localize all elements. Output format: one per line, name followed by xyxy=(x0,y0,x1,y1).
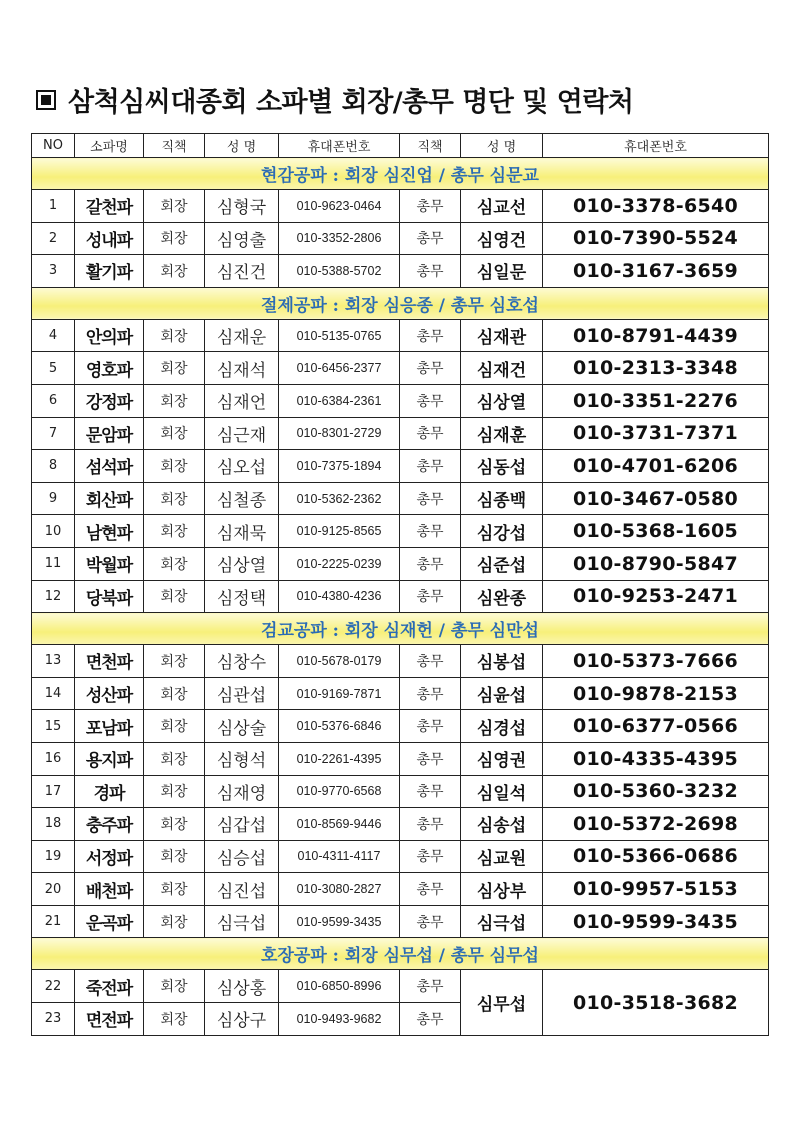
branch-name: 영호파 xyxy=(75,352,144,385)
row-number: 1 xyxy=(32,190,75,223)
secretary-name: 심재훈 xyxy=(461,417,543,450)
table-row xyxy=(32,255,769,288)
secretary-phone: 010-9599-3435 xyxy=(543,905,769,938)
chair-role: 회장 xyxy=(144,255,205,288)
chair-role: 회장 xyxy=(144,580,205,613)
chair-phone: 010-2225-0239 xyxy=(279,547,400,580)
row-number: 5 xyxy=(32,352,75,385)
branch-name: 남현파 xyxy=(75,515,144,548)
table-row xyxy=(32,905,769,938)
chair-name: 심관섭 xyxy=(205,677,279,710)
row-number: 3 xyxy=(32,255,75,288)
chair-name: 심재영 xyxy=(205,775,279,808)
secretary-phone: 010-3518-3682 xyxy=(543,970,769,1035)
chair-phone: 010-6384-2361 xyxy=(279,384,400,417)
row-number: 14 xyxy=(32,677,75,710)
row-number: 21 xyxy=(32,905,75,938)
secretary-role: 총무 xyxy=(400,255,461,288)
secretary-role: 총무 xyxy=(400,547,461,580)
chair-role: 회장 xyxy=(144,905,205,938)
chair-name: 심영출 xyxy=(205,222,279,255)
chair-name: 심진섭 xyxy=(205,873,279,906)
branch-name: 성내파 xyxy=(75,222,144,255)
row-number: 9 xyxy=(32,482,75,515)
secretary-role: 총무 xyxy=(400,677,461,710)
branch-name: 면전파 xyxy=(75,1003,144,1036)
page-title-text: 삼척심씨대종회 소파별 회장/총무 명단 및 연락처 xyxy=(68,87,634,118)
chair-phone: 010-5135-0765 xyxy=(279,319,400,352)
table-row xyxy=(32,450,769,483)
chair-phone: 010-5388-5702 xyxy=(279,255,400,288)
chair-name: 심상술 xyxy=(205,710,279,743)
secretary-role: 총무 xyxy=(400,190,461,223)
chair-name: 심재석 xyxy=(205,352,279,385)
secretary-phone: 010-5368-1605 xyxy=(543,515,769,548)
table-row xyxy=(32,775,769,808)
secretary-name: 심재관 xyxy=(461,319,543,352)
secretary-name: 심교원 xyxy=(461,840,543,873)
secretary-name: 심상부 xyxy=(461,873,543,906)
chair-role: 회장 xyxy=(144,547,205,580)
secretary-phone: 010-9957-5153 xyxy=(543,873,769,906)
row-number: 10 xyxy=(32,515,75,548)
chair-role: 회장 xyxy=(144,1003,205,1036)
chair-phone: 010-5376-6846 xyxy=(279,710,400,743)
chair-phone: 010-9493-9682 xyxy=(279,1003,400,1036)
secretary-phone: 010-8791-4439 xyxy=(543,319,769,352)
chair-phone: 010-8301-2729 xyxy=(279,417,400,450)
chair-role: 회장 xyxy=(144,710,205,743)
secretary-phone: 010-7390-5524 xyxy=(543,222,769,255)
branch-name: 면천파 xyxy=(75,645,144,678)
chair-role: 회장 xyxy=(144,384,205,417)
branch-name: 회산파 xyxy=(75,482,144,515)
table-row xyxy=(32,190,769,223)
table-row xyxy=(32,515,769,548)
chair-role: 회장 xyxy=(144,417,205,450)
secretary-role: 총무 xyxy=(400,515,461,548)
table-row xyxy=(32,840,769,873)
row-number: 7 xyxy=(32,417,75,450)
row-number: 15 xyxy=(32,710,75,743)
secretary-role: 총무 xyxy=(400,840,461,873)
secretary-role: 총무 xyxy=(400,319,461,352)
row-number: 12 xyxy=(32,580,75,613)
branch-name: 배천파 xyxy=(75,873,144,906)
secretary-name: 심영권 xyxy=(461,742,543,775)
chair-phone: 010-9599-3435 xyxy=(279,905,400,938)
group-header-row xyxy=(32,938,769,970)
chair-role: 회장 xyxy=(144,742,205,775)
secretary-name: 심종백 xyxy=(461,482,543,515)
table-row xyxy=(32,222,769,255)
table-row xyxy=(32,417,769,450)
row-number: 19 xyxy=(32,840,75,873)
secretary-phone: 010-5372-2698 xyxy=(543,808,769,841)
branch-name: 충주파 xyxy=(75,808,144,841)
secretary-name: 심재건 xyxy=(461,352,543,385)
contact-table xyxy=(31,133,769,1036)
chair-name: 심근재 xyxy=(205,417,279,450)
branch-name: 서정파 xyxy=(75,840,144,873)
table-row xyxy=(32,352,769,385)
secretary-phone: 010-9253-2471 xyxy=(543,580,769,613)
chair-name: 심철종 xyxy=(205,482,279,515)
table-row xyxy=(32,645,769,678)
chair-name: 심승섭 xyxy=(205,840,279,873)
group-header-row xyxy=(32,287,769,319)
group-header-row xyxy=(32,158,769,190)
secretary-role: 총무 xyxy=(400,970,461,1003)
secretary-phone: 010-9878-2153 xyxy=(543,677,769,710)
chair-phone: 010-9125-8565 xyxy=(279,515,400,548)
row-number: 16 xyxy=(32,742,75,775)
branch-name: 성산파 xyxy=(75,677,144,710)
chair-role: 회장 xyxy=(144,482,205,515)
secretary-role: 총무 xyxy=(400,710,461,743)
chair-name: 심진건 xyxy=(205,255,279,288)
header-branch: 소파명 xyxy=(75,134,144,158)
chair-phone: 010-4311-4117 xyxy=(279,840,400,873)
branch-name: 포남파 xyxy=(75,710,144,743)
table-header-row xyxy=(32,134,769,158)
secretary-name: 심영건 xyxy=(461,222,543,255)
group-header-label: 현감공파 : 회장 심진업 / 총무 심문교 xyxy=(32,158,769,190)
secretary-phone: 010-3731-7371 xyxy=(543,417,769,450)
chair-role: 회장 xyxy=(144,450,205,483)
branch-name: 안의파 xyxy=(75,319,144,352)
chair-name: 심재운 xyxy=(205,319,279,352)
secretary-phone: 010-4335-4395 xyxy=(543,742,769,775)
square-bullet-icon xyxy=(36,90,56,110)
secretary-role: 총무 xyxy=(400,905,461,938)
secretary-role: 총무 xyxy=(400,808,461,841)
secretary-phone: 010-3378-6540 xyxy=(543,190,769,223)
chair-name: 심재언 xyxy=(205,384,279,417)
chair-phone: 010-5678-0179 xyxy=(279,645,400,678)
secretary-role: 총무 xyxy=(400,580,461,613)
secretary-name: 심준섭 xyxy=(461,547,543,580)
chair-phone: 010-5362-2362 xyxy=(279,482,400,515)
secretary-name: 심완종 xyxy=(461,580,543,613)
secretary-name: 심극섭 xyxy=(461,905,543,938)
row-number: 22 xyxy=(32,970,75,1003)
secretary-role: 총무 xyxy=(400,873,461,906)
group-header-row xyxy=(32,613,769,645)
chair-phone: 010-3080-2827 xyxy=(279,873,400,906)
secretary-phone: 010-4701-6206 xyxy=(543,450,769,483)
row-number: 23 xyxy=(32,1003,75,1036)
secretary-name: 심윤섭 xyxy=(461,677,543,710)
branch-name: 박월파 xyxy=(75,547,144,580)
chair-role: 회장 xyxy=(144,645,205,678)
chair-role: 회장 xyxy=(144,970,205,1003)
chair-name: 심창수 xyxy=(205,645,279,678)
secretary-role: 총무 xyxy=(400,450,461,483)
branch-name: 죽전파 xyxy=(75,970,144,1003)
secretary-phone: 010-5360-3232 xyxy=(543,775,769,808)
table-row xyxy=(32,547,769,580)
chair-role: 회장 xyxy=(144,873,205,906)
secretary-name: 심무섭 xyxy=(461,970,543,1035)
chair-name: 심상구 xyxy=(205,1003,279,1036)
secretary-phone: 010-3467-0580 xyxy=(543,482,769,515)
secretary-role: 총무 xyxy=(400,352,461,385)
row-number: 4 xyxy=(32,319,75,352)
chair-role: 회장 xyxy=(144,677,205,710)
secretary-name: 심일문 xyxy=(461,255,543,288)
secretary-phone: 010-8790-5847 xyxy=(543,547,769,580)
secretary-role: 총무 xyxy=(400,222,461,255)
chair-phone: 010-9623-0464 xyxy=(279,190,400,223)
chair-name: 심오섭 xyxy=(205,450,279,483)
row-number: 17 xyxy=(32,775,75,808)
secretary-phone: 010-2313-3348 xyxy=(543,352,769,385)
secretary-role: 총무 xyxy=(400,384,461,417)
secretary-role: 총무 xyxy=(400,482,461,515)
header-no: NO xyxy=(32,134,75,158)
table-row xyxy=(32,580,769,613)
row-number: 8 xyxy=(32,450,75,483)
row-number: 11 xyxy=(32,547,75,580)
chair-phone: 010-6850-8996 xyxy=(279,970,400,1003)
header-phone: 휴대폰번호 xyxy=(279,134,400,158)
secretary-role: 총무 xyxy=(400,742,461,775)
chair-phone: 010-9770-6568 xyxy=(279,775,400,808)
chair-phone: 010-6456-2377 xyxy=(279,352,400,385)
row-number: 20 xyxy=(32,873,75,906)
chair-name: 심정택 xyxy=(205,580,279,613)
branch-name: 강정파 xyxy=(75,384,144,417)
chair-role: 회장 xyxy=(144,190,205,223)
secretary-name: 심송섭 xyxy=(461,808,543,841)
secretary-phone: 010-3167-3659 xyxy=(543,255,769,288)
secretary-name: 심강섭 xyxy=(461,515,543,548)
row-number: 6 xyxy=(32,384,75,417)
secretary-role: 총무 xyxy=(400,1003,461,1036)
branch-name: 당북파 xyxy=(75,580,144,613)
header-name-2: 성 명 xyxy=(461,134,543,158)
table-row xyxy=(32,710,769,743)
branch-name: 갈천파 xyxy=(75,190,144,223)
secretary-name: 심일석 xyxy=(461,775,543,808)
branch-name: 문암파 xyxy=(75,417,144,450)
secretary-name: 심동섭 xyxy=(461,450,543,483)
secretary-name: 심경섭 xyxy=(461,710,543,743)
header-role: 직책 xyxy=(144,134,205,158)
secretary-role: 총무 xyxy=(400,417,461,450)
group-header-label: 검교공파 : 회장 심재헌 / 총무 심만섭 xyxy=(32,613,769,645)
branch-name: 섬석파 xyxy=(75,450,144,483)
secretary-role: 총무 xyxy=(400,645,461,678)
secretary-name: 심교선 xyxy=(461,190,543,223)
secretary-name: 심봉섭 xyxy=(461,645,543,678)
chair-role: 회장 xyxy=(144,222,205,255)
table-row xyxy=(32,677,769,710)
row-number: 2 xyxy=(32,222,75,255)
chair-role: 회장 xyxy=(144,352,205,385)
branch-name: 용지파 xyxy=(75,742,144,775)
chair-name: 심상열 xyxy=(205,547,279,580)
chair-role: 회장 xyxy=(144,515,205,548)
row-number: 18 xyxy=(32,808,75,841)
branch-name: 운곡파 xyxy=(75,905,144,938)
chair-phone: 010-7375-1894 xyxy=(279,450,400,483)
chair-name: 심극섭 xyxy=(205,905,279,938)
chair-role: 회장 xyxy=(144,840,205,873)
chair-name: 심재묵 xyxy=(205,515,279,548)
table-row xyxy=(32,384,769,417)
branch-name: 활기파 xyxy=(75,255,144,288)
secretary-name: 심상열 xyxy=(461,384,543,417)
branch-name: 경파 xyxy=(75,775,144,808)
header-phone-2: 휴대폰번호 xyxy=(543,134,769,158)
chair-name: 심상홍 xyxy=(205,970,279,1003)
table-row xyxy=(32,873,769,906)
secretary-phone: 010-5366-0686 xyxy=(543,840,769,873)
secretary-phone: 010-6377-0566 xyxy=(543,710,769,743)
chair-phone: 010-2261-4395 xyxy=(279,742,400,775)
group-header-label: 호장공파 : 회장 심무섭 / 총무 심무섭 xyxy=(32,938,769,970)
secretary-phone: 010-5373-7666 xyxy=(543,645,769,678)
header-name: 성 명 xyxy=(205,134,279,158)
chair-role: 회장 xyxy=(144,319,205,352)
chair-name: 심형국 xyxy=(205,190,279,223)
row-number: 13 xyxy=(32,645,75,678)
chair-phone: 010-3352-2806 xyxy=(279,222,400,255)
chair-role: 회장 xyxy=(144,775,205,808)
chair-phone: 010-4380-4236 xyxy=(279,580,400,613)
page-title xyxy=(36,80,634,119)
chair-name: 심형석 xyxy=(205,742,279,775)
table-row xyxy=(32,970,769,1003)
table-row xyxy=(32,482,769,515)
secretary-phone: 010-3351-2276 xyxy=(543,384,769,417)
table-row xyxy=(32,742,769,775)
table-row xyxy=(32,808,769,841)
group-header-label: 절제공파 : 회장 심응종 / 총무 심호섭 xyxy=(32,287,769,319)
chair-phone: 010-8569-9446 xyxy=(279,808,400,841)
secretary-role: 총무 xyxy=(400,775,461,808)
chair-role: 회장 xyxy=(144,808,205,841)
chair-phone: 010-9169-7871 xyxy=(279,677,400,710)
table-row xyxy=(32,319,769,352)
header-role-2: 직책 xyxy=(400,134,461,158)
chair-name: 심갑섭 xyxy=(205,808,279,841)
